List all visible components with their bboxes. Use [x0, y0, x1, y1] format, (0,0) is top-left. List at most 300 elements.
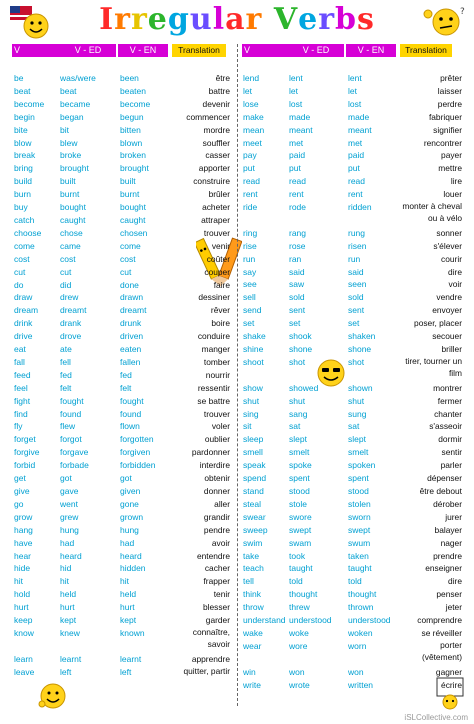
table-row: [242, 85, 464, 98]
verb-translation: venir: [211, 240, 230, 251]
verb-base: sleep: [243, 434, 264, 445]
verb-base: come: [14, 240, 35, 251]
verb-translation: construire: [193, 176, 230, 187]
table-row: [12, 588, 230, 601]
verb-past: shook: [289, 331, 312, 342]
verb-past: swore: [289, 511, 312, 522]
verb-base: pay: [243, 150, 257, 161]
verb-translation: avoir: [211, 537, 230, 548]
verb-participle: built: [120, 176, 136, 187]
verb-past: drove: [60, 331, 82, 342]
verb-translation: enseigner: [425, 563, 462, 574]
table-row: [242, 420, 464, 433]
verb-base: shoot: [243, 356, 264, 367]
verb-translation: coûter: [206, 253, 230, 264]
table-row: [12, 498, 230, 511]
verb-past: shot: [289, 356, 306, 367]
verb-participle: driven: [120, 331, 144, 342]
verb-base: build: [14, 176, 32, 187]
verb-translation: trouver: [203, 227, 230, 238]
table-row: [12, 356, 230, 369]
table-row: [12, 175, 230, 188]
verb-past: won: [289, 666, 305, 677]
verb-past: left: [60, 666, 72, 677]
verb-translation: vendre: [436, 292, 462, 303]
verb-translation: jeter: [445, 602, 462, 613]
table-row: [12, 304, 230, 317]
verb-past: shut: [289, 395, 306, 406]
verb-past: came: [60, 240, 81, 251]
verb-participle: learnt: [120, 653, 142, 664]
verb-participle: thought: [348, 589, 377, 600]
table-row: [242, 266, 464, 279]
table-row: [242, 537, 464, 550]
table-header: [12, 44, 226, 58]
table-row: [242, 485, 464, 498]
verb-past: said: [289, 266, 305, 277]
verb-participle: kept: [120, 615, 137, 626]
table-row: [242, 317, 464, 330]
verb-translation: commencer: [186, 111, 230, 122]
verb-base: say: [243, 266, 257, 277]
verb-translation: garder: [205, 615, 230, 626]
verb-translation: prêter: [440, 73, 462, 83]
verb-past: brought: [60, 163, 89, 174]
table-row: [242, 98, 464, 111]
verb-participle: made: [348, 111, 370, 122]
verb-participle: shone: [348, 344, 372, 355]
verb-past: forbade: [60, 460, 89, 471]
verb-translation: acheter: [202, 202, 230, 213]
table-row: [242, 679, 464, 692]
verb-past: rang: [289, 227, 307, 238]
table-row: [242, 640, 464, 666]
verb-participle: set: [348, 318, 360, 329]
table-row: [12, 562, 230, 575]
table-row: [12, 317, 230, 330]
verb-past: spoke: [289, 460, 312, 471]
table-row: [12, 214, 230, 227]
table-row: [12, 253, 230, 266]
verb-participle: hidden: [120, 563, 146, 574]
verb-participle: flown: [120, 421, 140, 432]
verb-participle: broken: [120, 150, 146, 161]
verb-participle: lost: [348, 98, 362, 109]
verb-participle: fallen: [120, 356, 141, 367]
verb-participle: rung: [348, 227, 366, 238]
verb-past: lost: [289, 98, 303, 109]
verb-translation: gagner: [435, 666, 462, 677]
verb-translation: montrer: [433, 382, 462, 393]
verb-participle: rent: [348, 189, 363, 200]
verb-base: burn: [14, 189, 32, 200]
verb-translation: être debout: [419, 485, 462, 496]
verb-participle: sent: [348, 305, 365, 316]
verb-translation: parler: [440, 460, 462, 471]
table-row: [12, 149, 230, 162]
verb-participle: meant: [348, 124, 372, 135]
table-row: [242, 614, 464, 627]
verb-translation: se battre: [197, 395, 230, 406]
verb-translation: être: [215, 73, 230, 83]
verb-base: know: [14, 627, 34, 638]
verb-base: lend: [243, 73, 260, 83]
verb-base: have: [14, 537, 33, 548]
title-letter: s: [356, 2, 375, 37]
table-row: [242, 446, 464, 459]
verb-base: read: [243, 176, 261, 187]
verb-table-right: [242, 44, 464, 691]
verb-participle: bitten: [120, 124, 141, 135]
verb-translation: perdre: [437, 98, 462, 109]
table-row: [242, 382, 464, 395]
verb-base: give: [14, 486, 30, 496]
verb-past: drew: [60, 292, 79, 303]
header-ven: V - EN: [118, 44, 168, 57]
verb-past: set: [289, 318, 301, 329]
title-letter: [262, 2, 273, 38]
title-letter: r: [114, 2, 131, 37]
verb-translation: aller: [214, 498, 230, 509]
verb-translation: tenir: [213, 589, 230, 600]
verb-base: spend: [243, 473, 267, 484]
verb-past: had: [60, 537, 75, 548]
verb-participle: shown: [348, 382, 373, 393]
verb-base: swim: [243, 537, 263, 548]
verb-past: met: [289, 137, 304, 148]
verb-base: sell: [243, 292, 256, 303]
verb-base: throw: [243, 602, 264, 613]
verb-translation: blesser: [203, 602, 230, 613]
verb-past: dreamt: [60, 305, 87, 316]
table-row: [12, 472, 230, 485]
verb-past: spent: [289, 473, 310, 484]
table-row: [12, 111, 230, 124]
verb-translation: rêver: [210, 305, 230, 316]
column-separator: [237, 44, 238, 706]
table-row: [12, 227, 230, 240]
verb-past: swam: [289, 537, 312, 548]
table-row: [12, 653, 230, 666]
table-row: [242, 149, 464, 162]
verb-base: hear: [14, 550, 32, 561]
table-row: [12, 137, 230, 150]
verb-translation: prendre: [433, 550, 462, 561]
verb-translation: envoyer: [432, 305, 462, 316]
verb-translation: voler: [211, 421, 230, 432]
verb-past: began: [60, 111, 84, 122]
verb-past: took: [289, 550, 306, 561]
verb-participle: run: [348, 253, 361, 264]
verb-translation: casser: [205, 150, 230, 161]
verb-translation: couper: [204, 266, 230, 277]
verb-base: put: [243, 163, 255, 174]
verb-past: knew: [60, 627, 80, 638]
verb-base: win: [243, 666, 256, 677]
verb-translation: quitter, partir: [183, 665, 230, 676]
verb-participle: thrown: [348, 602, 374, 613]
verb-participle: grown: [120, 511, 144, 522]
verb-participle: written: [348, 679, 374, 690]
verb-translation: entendre: [196, 550, 230, 561]
verb-base: sing: [243, 408, 259, 419]
verb-past: hid: [60, 563, 72, 574]
verb-participle: swum: [348, 537, 371, 548]
verb-translation: balayer: [434, 524, 462, 535]
verb-participle: done: [120, 279, 139, 290]
verb-past: became: [60, 98, 91, 109]
verb-past: saw: [289, 279, 305, 290]
verb-past: paid: [289, 150, 306, 161]
verb-translation: s'élever: [433, 240, 462, 251]
verb-base: lose: [243, 98, 259, 109]
verb-translation: tirer, tourner un film: [405, 355, 462, 378]
verb-participle: chosen: [120, 227, 148, 238]
verb-base: keep: [14, 615, 33, 626]
verb-base: do: [14, 279, 24, 290]
table-row: [242, 433, 464, 446]
table-row: [242, 524, 464, 537]
verb-past: smelt: [289, 447, 310, 458]
verb-past: chose: [60, 227, 83, 238]
verb-translation: jurer: [445, 511, 462, 522]
verb-participle: taken: [348, 550, 369, 561]
verb-past: shone: [289, 344, 313, 355]
verb-past: hit: [60, 576, 69, 587]
verb-past: caught: [60, 214, 86, 225]
table-row: [242, 601, 464, 614]
verb-base: shine: [243, 344, 264, 355]
verb-base: choose: [14, 227, 42, 238]
verb-participle: smelt: [348, 447, 369, 458]
verb-base: speak: [243, 460, 266, 471]
verb-translation: écrire: [441, 679, 462, 690]
table-row: [242, 562, 464, 575]
verb-translation: laisser: [437, 85, 462, 96]
verb-past: sent: [289, 305, 306, 316]
verb-base: feel: [14, 382, 28, 393]
verb-base: forbid: [14, 460, 36, 471]
verb-base: run: [243, 253, 256, 264]
verb-translation: dérober: [433, 498, 462, 509]
verb-translation: sonner: [436, 227, 462, 238]
verb-participle: won: [348, 666, 364, 677]
verb-base: draw: [14, 292, 33, 303]
verb-translation: dépenser: [427, 473, 462, 484]
verb-base: steal: [243, 498, 261, 509]
verb-base: tell: [243, 576, 254, 587]
verb-translation: grandir: [203, 511, 230, 522]
verb-base: be: [14, 73, 24, 83]
title-letter: g: [167, 2, 190, 37]
table-row: [12, 369, 230, 382]
verb-past: woke: [289, 627, 309, 638]
verb-past: drank: [60, 318, 82, 329]
title-letter: I: [99, 2, 115, 37]
verb-participle: said: [348, 266, 364, 277]
table-row: [242, 137, 464, 150]
verb-past: gave: [60, 486, 79, 496]
table-row: [242, 201, 464, 227]
verb-participle: hung: [120, 524, 139, 535]
verb-past: made: [289, 111, 311, 122]
table-row: [12, 124, 230, 137]
verb-translation: ressentir: [197, 382, 230, 393]
verb-participle: drawn: [120, 292, 144, 303]
verb-participle: swept: [348, 524, 371, 535]
verb-base: make: [243, 111, 264, 122]
verb-participle: read: [348, 176, 366, 187]
verb-base: begin: [14, 111, 35, 122]
verb-translation: manger: [201, 344, 230, 355]
verb-base: leave: [14, 666, 35, 677]
verb-past: threw: [289, 602, 310, 613]
verb-base: sweep: [243, 524, 268, 535]
verb-translation: dormir: [438, 434, 462, 445]
verb-past: went: [60, 498, 78, 509]
verb-participle: sat: [348, 421, 360, 432]
verb-past: fought: [60, 395, 84, 406]
table-row: [242, 175, 464, 188]
verb-translation: souffler: [202, 137, 230, 148]
verb-participle: sung: [348, 408, 367, 419]
verb-past: sold: [289, 292, 305, 303]
table-row: [242, 240, 464, 253]
table-row: [12, 85, 230, 98]
verb-base: forget: [14, 434, 36, 445]
table-row: [242, 253, 464, 266]
verb-past: felt: [60, 382, 72, 393]
verb-participle: stood: [348, 485, 369, 496]
verb-participle: heard: [120, 550, 142, 561]
verb-participle: brought: [120, 163, 149, 174]
verb-translation: sentir: [441, 447, 462, 458]
verb-base: smell: [243, 447, 263, 458]
verb-past: thought: [289, 589, 318, 600]
table-row: [242, 395, 464, 408]
verb-participle: become: [120, 98, 151, 109]
verb-translation: fermer: [437, 395, 462, 406]
verb-translation: dessiner: [198, 292, 230, 303]
table-row: [12, 537, 230, 550]
verb-translation: payer: [441, 150, 462, 161]
verb-base: become: [14, 98, 45, 109]
verb-base: hide: [14, 563, 31, 574]
verb-base: grow: [14, 511, 33, 522]
verb-past: was/were: [60, 73, 96, 83]
verb-participle: forbidden: [120, 460, 156, 471]
verb-base: eat: [14, 344, 26, 355]
verb-participle: forgiven: [120, 447, 151, 458]
verb-rows-right: [242, 72, 464, 691]
verb-translation: dire: [448, 576, 462, 587]
verb-participle: felt: [120, 382, 132, 393]
verb-base: blow: [14, 137, 32, 148]
verb-base: write: [243, 679, 261, 690]
verb-base: send: [243, 305, 262, 316]
table-row: [12, 266, 230, 279]
table-row: [242, 498, 464, 511]
verb-participle: taught: [348, 563, 372, 574]
verb-participle: had: [120, 537, 135, 548]
verb-base: understand: [243, 615, 286, 626]
table-row: [242, 459, 464, 472]
page-title: [0, 2, 474, 38]
verb-translation: comprendre: [417, 615, 462, 626]
verb-past: did: [60, 279, 72, 290]
verb-past: hurt: [60, 602, 75, 613]
table-row: [12, 240, 230, 253]
table-row: [242, 511, 464, 524]
table-row: [12, 601, 230, 614]
verb-participle: eaten: [120, 344, 142, 355]
verb-participle: begun: [120, 111, 144, 122]
verb-base: show: [243, 382, 263, 393]
verb-participle: dreamt: [120, 305, 147, 316]
verb-base: hang: [14, 524, 33, 535]
verb-participle: cut: [120, 266, 132, 277]
verb-translation: oublier: [204, 434, 230, 445]
table-row: [12, 511, 230, 524]
verb-participle: bought: [120, 202, 146, 213]
table-row: [12, 279, 230, 292]
verb-participle: hit: [120, 576, 129, 587]
verb-translation: nourrir: [205, 369, 230, 380]
verb-translation: brûler: [208, 189, 230, 200]
verb-participle: come: [120, 240, 141, 251]
verb-translation: lire: [450, 176, 462, 187]
title-letter: e: [147, 2, 168, 37]
verb-past: grew: [60, 511, 79, 522]
verb-translation: conduire: [197, 331, 230, 342]
verb-base: get: [14, 473, 26, 484]
verb-past: let: [289, 85, 298, 96]
verb-past: burnt: [60, 189, 80, 200]
verb-base: teach: [243, 563, 264, 574]
verb-translation: monter à cheval ou à vélo: [402, 201, 462, 223]
verb-past: rose: [289, 240, 306, 251]
verb-participle: blown: [120, 137, 143, 148]
verb-translation: secouer: [432, 331, 462, 342]
verb-past: ate: [60, 344, 72, 355]
verb-participle: drunk: [120, 318, 142, 329]
table-row: [242, 278, 464, 291]
verb-past: kept: [60, 615, 77, 626]
verb-base: go: [14, 498, 24, 509]
verb-translation: poser, placer: [414, 318, 462, 329]
table-row: [12, 626, 230, 653]
flag-smiley-icon: [8, 2, 52, 42]
table-row: [12, 98, 230, 111]
verb-base: forgive: [14, 447, 40, 458]
verb-base: bite: [14, 124, 28, 135]
verb-past: cut: [60, 266, 72, 277]
verb-participle: told: [348, 576, 362, 587]
table-row: [242, 330, 464, 343]
title-letter: e: [298, 2, 319, 37]
verb-participle: risen: [348, 240, 367, 251]
verb-past: blew: [60, 137, 78, 148]
verb-past: found: [60, 408, 82, 419]
verb-past: stood: [289, 485, 310, 496]
verb-past: bought: [60, 202, 86, 213]
verb-participle: shaken: [348, 331, 376, 342]
verb-base: dream: [14, 305, 39, 316]
verb-base: find: [14, 408, 28, 419]
verb-past: got: [60, 473, 72, 484]
verb-translation: fabriquer: [428, 111, 462, 122]
table-row: [12, 188, 230, 201]
